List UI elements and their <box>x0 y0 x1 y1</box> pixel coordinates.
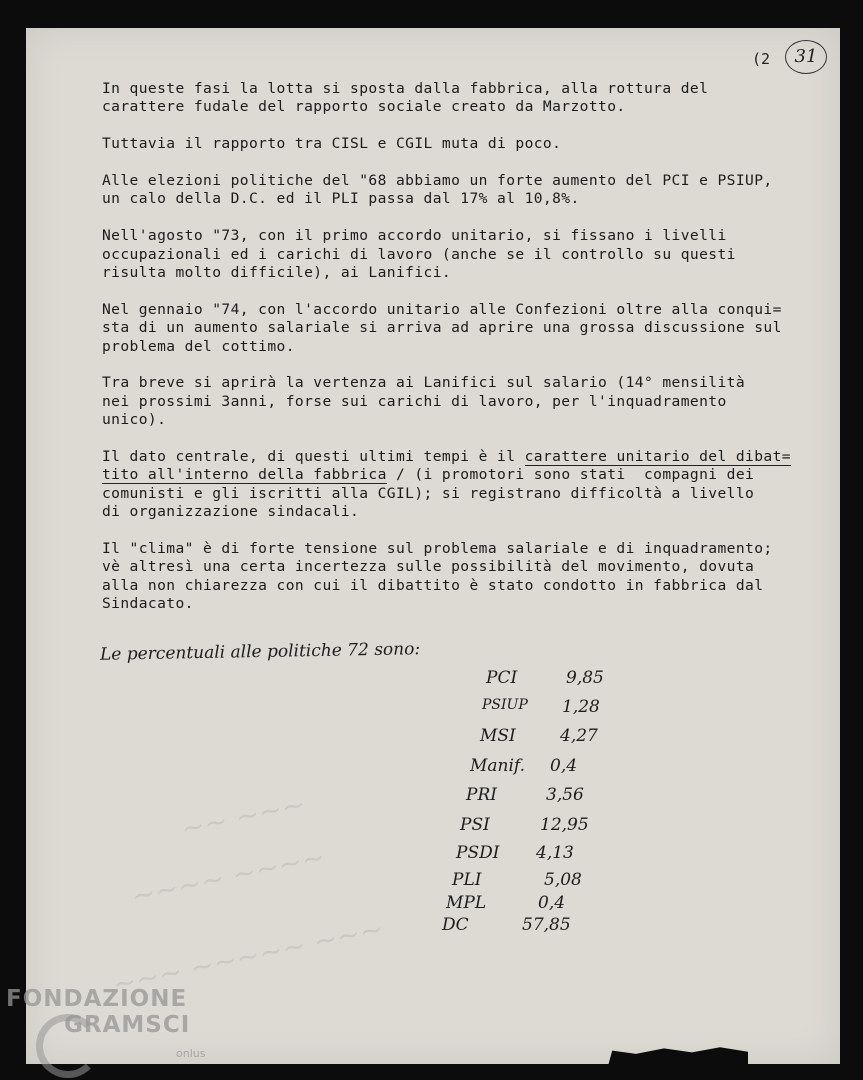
party-name: PSI <box>460 815 490 835</box>
paragraph-lotta: In queste fasi la lotta si sposta dalla fabbrica, alla rottura del carattere fudale del rapporto sociale creato da Marzotto. <box>102 80 709 116</box>
party-value: 3,56 <box>546 785 584 805</box>
typed-body <box>102 80 826 632</box>
party-name: DC <box>442 915 469 935</box>
party-value: 12,95 <box>540 815 589 835</box>
watermark-sub: onlus <box>176 1047 206 1060</box>
dato-text-before: Il dato centrale, di questi ultimi tempi è il <box>102 448 525 466</box>
party-name: PLI <box>452 870 482 890</box>
party-name: PSDI <box>456 843 500 863</box>
party-name: Manif. <box>470 756 526 776</box>
underlined-phrase-1: carattere unitario del dibat= <box>524 448 791 466</box>
paragraph-agosto-73: Nell'agosto "73, con il primo accordo unitario, si fissano i livelli occupazionali ed i carichi di lavoro (anche se il controllo su questi risulta molto difficile), ai Lanifici. <box>102 227 736 282</box>
paragraph-gennaio-74: Nel gennaio "74, con l'accordo unitario alle Confezioni oltre alla conqui= sta di un aumento salariale si arriva ad aprire una grossa discussione sul problema del cottimo. <box>102 300 782 355</box>
party-value: 1,28 <box>562 697 600 717</box>
party-value: 4,27 <box>560 726 598 746</box>
party-name: PRI <box>466 785 497 805</box>
paragraph-dato-centrale <box>102 448 826 522</box>
underlined-phrase-2: tito all'interno della fabbrica <box>102 466 387 484</box>
party-name: MSI <box>480 726 516 746</box>
party-name: PSIUP <box>482 697 528 713</box>
party-value: 0,4 <box>550 756 578 776</box>
paragraph-cisl-cgil: Tuttavia il rapporto tra CISL e CGIL muta di poco. <box>102 135 562 153</box>
party-name: PCI <box>486 668 518 688</box>
party-value: 9,85 <box>566 668 604 688</box>
party-value: 0,4 <box>538 893 566 913</box>
bleed-through-text: ~~~ ~~~~~ ~~~ <box>109 911 387 1002</box>
bleed-through-text: ~~ ~~~ <box>177 787 309 846</box>
dato-text-after: / (i promotori sono stati compagni dei comunisti e gli iscritti alla CGIL); si registrano difficoltà a livello di organizzazione sindacali. <box>102 466 755 521</box>
watermark-line1: FONDAZIONE <box>6 986 188 1012</box>
party-value: 57,85 <box>522 915 571 935</box>
handwritten-intro: Le percentuali alle politiche 72 sono: <box>99 639 421 665</box>
watermark-logo-g <box>36 1014 100 1078</box>
paragraph-elezioni-68: Alle elezioni politiche del "68 abbiamo un forte aumento del PCI e PSIUP, un calo della D.C. ed il PLI passa dal 17% al 10,8%. <box>102 172 773 208</box>
paragraph-clima: Il "clima" è di forte tensione sul problema salariale e di inquadramento; vè altresì una certa incertezza sulle possibilità del movimento, dovuta alla non chiarezza con cui il dibattito è stato condotto in fabbrica dal Sindacato. <box>102 540 773 613</box>
page-number: (2 <box>752 50 771 68</box>
party-value: 4,13 <box>536 843 574 863</box>
party-name: MPL <box>446 893 487 913</box>
bleed-through-text: ~~~~ ~~~~ <box>128 839 328 914</box>
watermark-line2: GRAMSCI <box>64 1012 191 1038</box>
party-value: 5,08 <box>544 870 582 890</box>
paragraph-vertenza: Tra breve si aprirà la vertenza ai Lanifici sul salario (14° mensilità nei prossimi 3anni, forse sui carichi di lavoro, per l'inquadramento unico). <box>102 374 746 429</box>
fondazione-gramsci-watermark <box>6 986 190 1038</box>
archive-number-circled: 31 <box>785 40 827 74</box>
